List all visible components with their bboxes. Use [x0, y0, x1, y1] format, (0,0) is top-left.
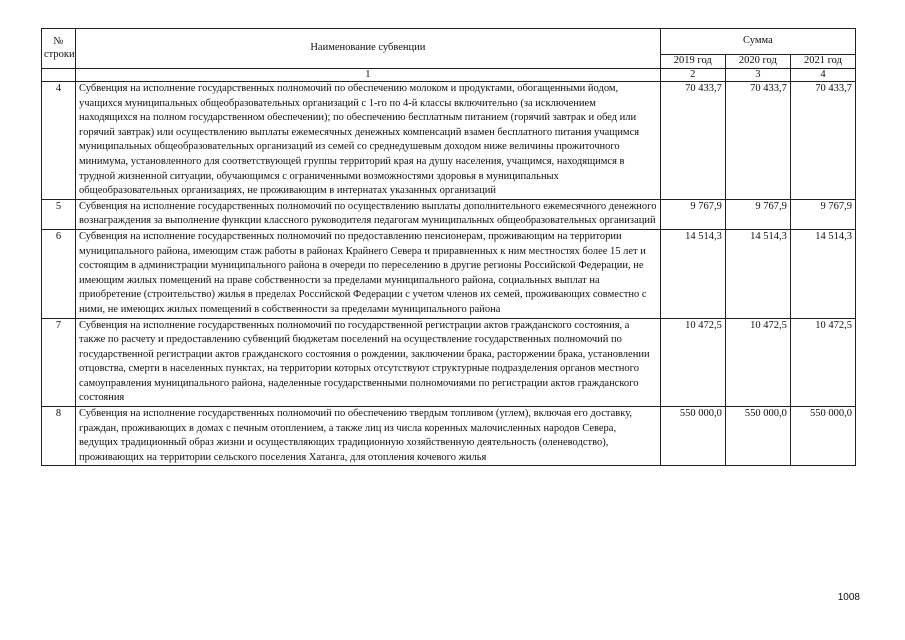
table-row: [42, 199, 856, 229]
amount-2019: 10 472,5: [660, 318, 725, 407]
subvention-name: Субвенция на исполнение государственных полномочий по осуществлению выплаты дополнительного ежемесячного денежного вознаграждения за выполнение функции классного руководителя педагогам муниципальных общеобразовательных организаций: [76, 199, 661, 229]
header-year-2021: 2021 год: [790, 55, 855, 69]
amount-2019: 550 000,0: [660, 407, 725, 466]
page-number: 1008: [837, 592, 860, 603]
row-number: 5: [42, 199, 76, 229]
header-row-number: № строки: [42, 29, 76, 69]
amount-2020: 9 767,9: [725, 199, 790, 229]
subvention-name: Субвенция на исполнение государственных полномочий по обеспечению твердым топливом (углем), включая его доставку, граждан, проживающих в домах с печным отоплением, а также лиц из числа коренных малочисленных народов Севера, ведущих традиционный образ жизни и осуществляющих традиционную хозяйственную деятельность (оленеводство), проживающих на территории сельского поселения Хатанга, для отопления кочевого жилья: [76, 407, 661, 466]
table-row: [42, 318, 856, 407]
amount-2021: 14 514,3: [790, 229, 855, 318]
amount-2021: 70 433,7: [790, 82, 855, 200]
amount-2019: 9 767,9: [660, 199, 725, 229]
row-number: 8: [42, 407, 76, 466]
row-number: 4: [42, 82, 76, 200]
column-number-4: 4: [790, 69, 855, 82]
amount-2020: 10 472,5: [725, 318, 790, 407]
amount-2019: 14 514,3: [660, 229, 725, 318]
amount-2019: 70 433,7: [660, 82, 725, 200]
amount-2020: 70 433,7: [725, 82, 790, 200]
header-year-2019: 2019 год: [660, 55, 725, 69]
row-number: 7: [42, 318, 76, 407]
amount-2021: 10 472,5: [790, 318, 855, 407]
amount-2020: 550 000,0: [725, 407, 790, 466]
table-row: [42, 407, 856, 466]
column-number-2: 2: [660, 69, 725, 82]
column-number-1: 1: [76, 69, 661, 82]
amount-2021: 550 000,0: [790, 407, 855, 466]
column-number-3: 3: [725, 69, 790, 82]
header-year-2020: 2020 год: [725, 55, 790, 69]
amount-2020: 14 514,3: [725, 229, 790, 318]
subventions-table: [41, 28, 856, 466]
header-subvention-name: Наименование субвенции: [76, 29, 661, 69]
table-row: [42, 229, 856, 318]
subvention-name: Субвенция на исполнение государственных полномочий по государственной регистрации актов гражданского состояния, а также по расчету и предоставлению субвенций бюджетам поселений на осуществление государственных полномочий по государственной регистрации актов гражданского состояния о рождении, заключении брака, расторжении брака, установлении отцовства, смерти в населенных пунктах, на территории которых отсутствуют структурные подразделения органов местного самоуправления муниципального района, наделенные государственными полномочиями по регистрации актов гражданского состояния: [76, 318, 661, 407]
subvention-name: Субвенция на исполнение государственных полномочий по предоставлению пенсионерам, проживающим на территории муниципального района, имеющим стаж работы в районах Крайнего Севера и приравненных к ним местностях более 15 лет и состоящим в администрации муниципального района в очереди по переселению в другие регионы Российской Федерации, не имеющим жилых помещений на праве собственности за пределами муниципального района, социальных выплат на приобретение (строительство) жилья в пределах Российской Федерации с учетом членов их семей, проживающих совместно с ними, не имеющих жилых помещений в собственности за пределами муниципального района: [76, 229, 661, 318]
subvention-name: Субвенция на исполнение государственных полномочий по обеспечению молоком и продуктами, обогащенными йодом, учащихся муниципальных общеобразовательных организаций с 1-го по 4-й классы включительно (за исключением находящихся на полном государственном обеспечении); по обеспечению бесплатным питанием (горячий завтрак и обед или горячий завтрак) или осуществлению выплаты ежемесячных денежных компенсаций взамен бесплатного питания учащимся муниципальных общеобразовательных организаций из семей со среднедушевым доходом ниже величины прожиточного минимума, установленного для соответствующей группы территорий края на душу населения, учащимся, находящимся в трудной жизненной ситуации, обучающимся с ограниченными возможностями здоровья в муниципальных общеобразовательных организациях, не проживающим в интернатах указанных организаций: [76, 82, 661, 200]
column-numbers-row: [42, 69, 856, 82]
amount-2021: 9 767,9: [790, 199, 855, 229]
table-row: [42, 82, 856, 200]
row-number: 6: [42, 229, 76, 318]
header-sum: Сумма: [660, 29, 855, 55]
column-number-blank: [42, 69, 76, 82]
